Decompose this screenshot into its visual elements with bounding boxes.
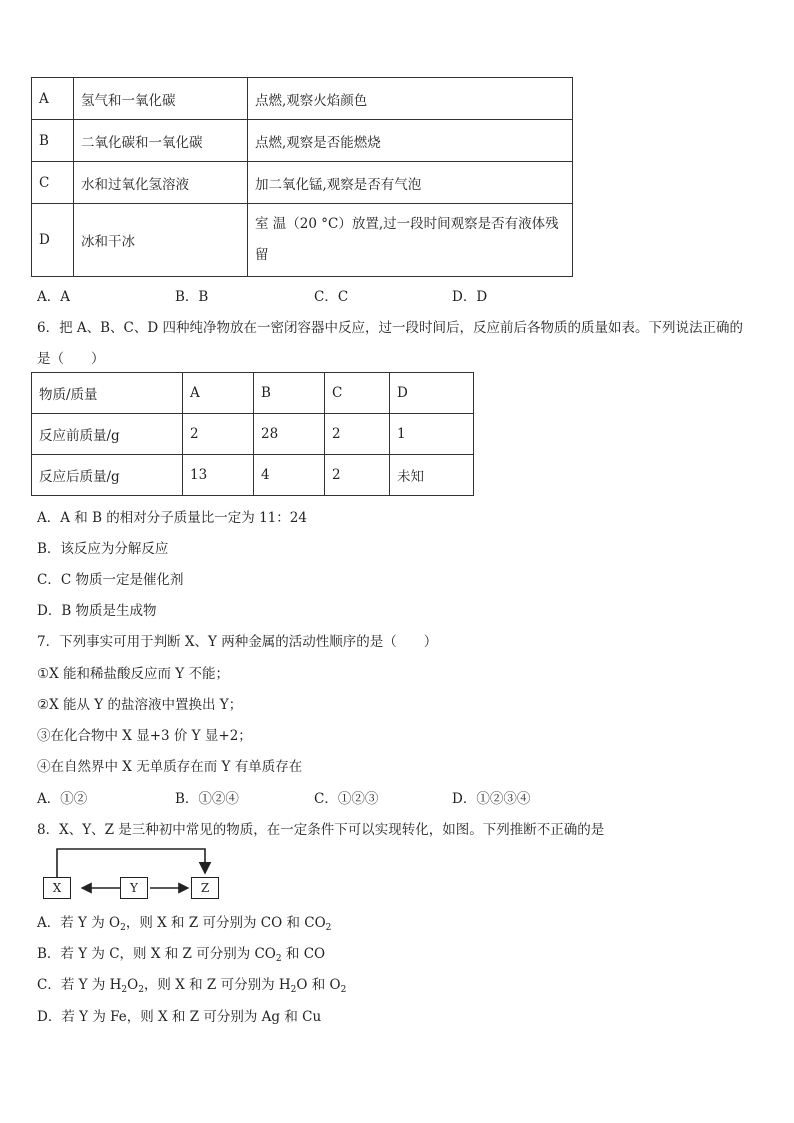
q5-row-a-label: A	[32, 78, 74, 120]
q6-header-b: B	[254, 373, 325, 414]
q8-stem: 8．X、Y、Z 是三种初中常见的物质，在一定条件下可以实现转化，如图。下列推断不正确的是	[37, 822, 605, 838]
q8-option-a-sub1: 2	[120, 923, 126, 933]
q5-row-c-items: 水和过氧化氢溶液	[74, 162, 248, 204]
q8-box-z: Z	[191, 877, 219, 899]
q6-option-b[interactable]: B．该反应为分解反应	[37, 541, 169, 557]
q6-row-after-d: 未知	[390, 455, 474, 496]
q5-table	[31, 77, 573, 277]
q5-row-a-method: 点燃,观察火焰颜色	[248, 78, 573, 120]
q6-option-c[interactable]: C．C 物质一定是催化剂	[37, 572, 184, 588]
q6-row-after-b: 4	[254, 455, 325, 496]
q8-option-b[interactable]	[37, 942, 325, 964]
q8-option-c-post2: O 和 O	[296, 977, 341, 993]
q8-option-c-sub2: 2	[138, 985, 144, 995]
q7-stem: 7．下列事实可用于判断 X、Y 两种金属的活动性顺序的是（ ）	[37, 634, 438, 650]
q6-option-d[interactable]: D．B 物质是生成物	[37, 603, 157, 619]
q6-table	[31, 372, 474, 496]
q8-option-d[interactable]: D．若 Y 为 Fe，则 X 和 Z 可分别为 Ag 和 Cu	[37, 1009, 322, 1025]
q5-row-d-label: D	[32, 204, 74, 277]
q6-stem-line1: 6．把 A、B、C、D 四种纯净物放在一密闭容器中反应，过一段时间后，反应前后各物质的质量如表。下列说法正确的	[37, 320, 743, 336]
q6-row-before-a: 2	[183, 414, 254, 455]
q7-fact-2: ②X 能从 Y 的盐溶液中置换出 Y；	[37, 697, 243, 713]
q8-option-c-sub3: 2	[290, 985, 297, 995]
q8-option-a-pre: A．若 Y 为 O	[37, 915, 121, 931]
q8-option-c-sub1: 2	[121, 985, 128, 995]
q8-arrow-x-to-z	[57, 849, 205, 877]
q5-option-c[interactable]: C．C	[314, 289, 349, 305]
q5-row-b-items: 二氧化碳和一氧化碳	[74, 120, 248, 162]
q8-option-a-sub2: 2	[325, 923, 332, 933]
q7-option-c[interactable]: C．①②③	[314, 791, 379, 807]
q5-row-b-label: B	[32, 120, 74, 162]
q5-row-d-method-line1: 室 温（20 °C）放置,过一段时间观察是否有液体残	[255, 216, 559, 232]
q6-stem-line2: 是（ ）	[37, 351, 105, 367]
q6-row-before-d: 1	[390, 414, 474, 455]
q8-option-a-mid: ，则 X 和 Z 可分别为 CO 和 CO	[125, 915, 326, 931]
q7-option-a[interactable]: A．①②	[37, 791, 88, 807]
q8-option-a[interactable]	[37, 911, 331, 933]
q6-row-after-c: 2	[325, 455, 390, 496]
q8-option-b-pre: B．若 Y 为 C，则 X 和 Z 可分别为 CO	[37, 946, 276, 962]
q7-option-b[interactable]: B．①②④	[175, 791, 239, 807]
q8-box-x: X	[43, 877, 71, 899]
q8-option-c-mid: O	[127, 977, 139, 993]
q8-option-b-mid: 和 CO	[281, 946, 326, 962]
q6-header-substance: 物质/质量	[32, 373, 183, 414]
q5-option-b[interactable]: B．B	[175, 289, 209, 305]
q8-option-b-sub1: 2	[275, 954, 282, 964]
q5-row-c-method: 加二氧化锰,观察是否有气泡	[248, 162, 573, 204]
q7-fact-1: ①X 能和稀盐酸反应而 Y 不能；	[37, 666, 229, 682]
q5-option-d[interactable]: D．D	[452, 289, 488, 305]
q5-row-d-method	[248, 204, 573, 277]
q8-option-c-post: ，则 X 和 Z 可分别为 H	[143, 977, 291, 993]
q6-row-before-label: 反应前质量/g	[32, 414, 183, 455]
q5-row-a-items: 氢气和一氧化碳	[74, 78, 248, 120]
q8-option-c[interactable]	[37, 973, 346, 995]
q5-row-c-label: C	[32, 162, 74, 204]
q5-row-b-method: 点燃,观察是否能燃烧	[248, 120, 573, 162]
q6-header-c: C	[325, 373, 390, 414]
q6-row-before-c: 2	[325, 414, 390, 455]
q7-fact-4: ④在自然界中 X 无单质存在而 Y 有单质存在	[37, 759, 303, 775]
q8-option-c-sub4: 2	[340, 985, 347, 995]
q5-row-d-items: 冰和干冰	[74, 204, 248, 277]
q6-header-a: A	[183, 373, 254, 414]
q6-row-before-b: 28	[254, 414, 325, 455]
q5-option-a[interactable]: A．A	[37, 289, 70, 305]
q7-option-d[interactable]: D．①②③④	[452, 791, 531, 807]
q8-box-y: Y	[120, 877, 148, 899]
q5-row-d-method-line2: 留	[255, 247, 269, 263]
q7-fact-3: ③在化合物中 X 显+3 价 Y 显+2；	[37, 728, 252, 744]
q6-row-after-label: 反应后质量/g	[32, 455, 183, 496]
q8-option-c-pre: C．若 Y 为 H	[37, 977, 122, 993]
q6-header-d: D	[390, 373, 474, 414]
q6-option-a[interactable]: A．A 和 B 的相对分子质量比一定为 11：24	[37, 510, 307, 526]
q6-row-after-a: 13	[183, 455, 254, 496]
